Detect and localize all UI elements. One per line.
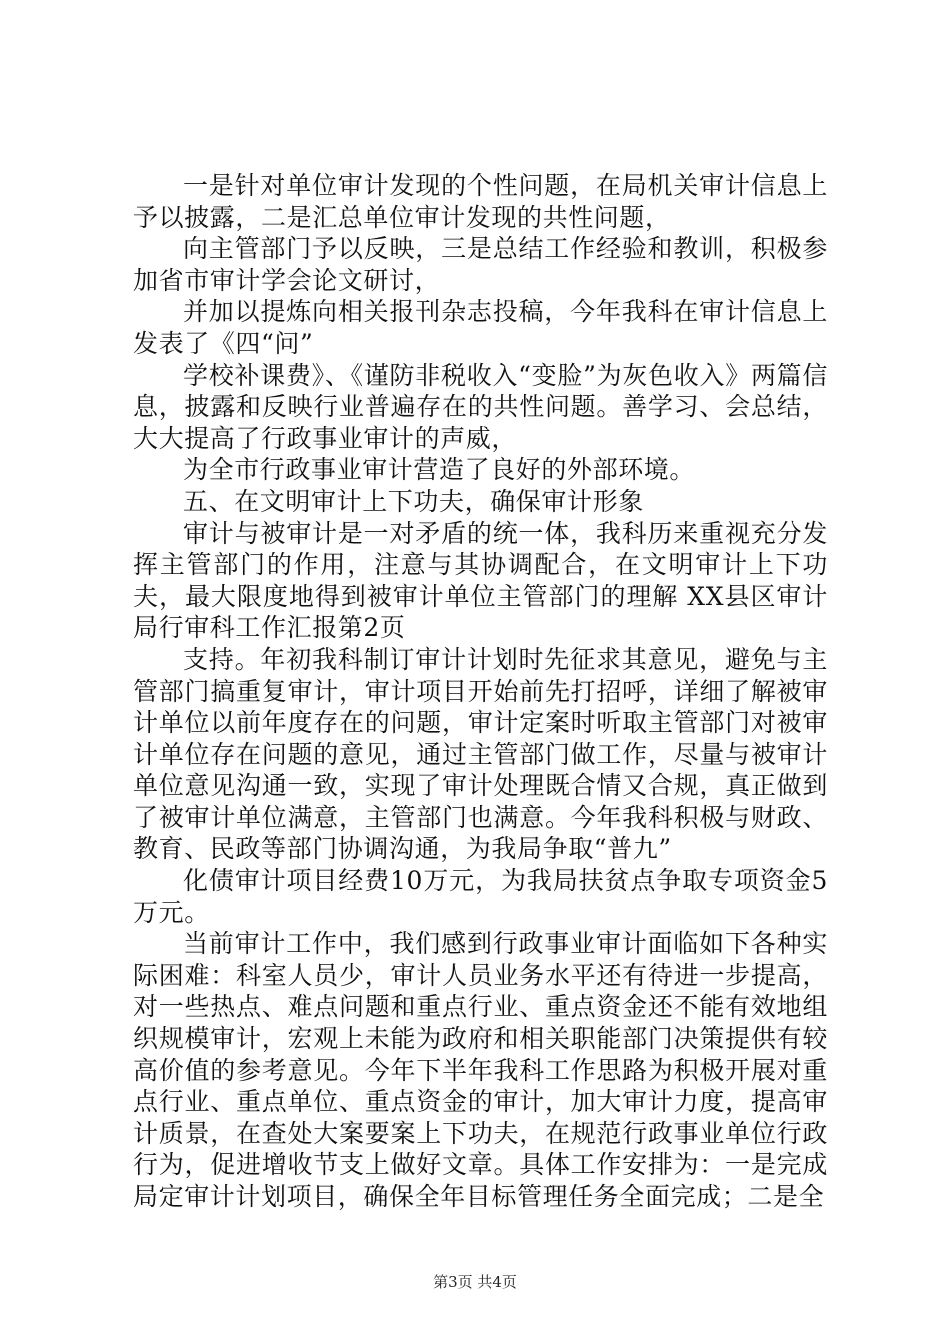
paragraph: 并加以提炼向相关报刊杂志投稿，今年我科在审计信息上发表了《四“问” <box>133 297 828 358</box>
paragraph: 学校补课费》、《谨防非税收入“变脸”为灰色收入》两篇信息，披露和反映行业普遍存在的共性问题。善学习、会总结，大大提高了行政事业审计的声威， <box>133 360 828 453</box>
paragraph: 当前审计工作中，我们感到行政事业审计面临如下各种实际困难：科室人员少，审计人员业务水平还有待进一步提高，对一些热点、难点问题和重点行业、重点资金还不能有效地组织规模审计，宏观上未能为政府和相关职能部门决策提供有较高价值的参考意见。今年下半年我科工作思路为积极开展对重点行业、重点单位、重点资金的审计，加大审计力度，提高审计质景，在查处大案要案上下功夫，在规范行政事业单位行政行为，促进增收节支上做好文章。具体工作安排为：一是完成局定审计计划项目，确保全年目标管理任务全面完成；二是全 <box>133 929 828 1211</box>
document-body <box>133 170 828 1213</box>
paragraph: 一是针对单位审计发现的个性问题，在局机关审计信息上予以披露，二是汇总单位审计发现的共性问题， <box>133 171 828 232</box>
paragraph: 审计与被审计是一对矛盾的统一体，我科历来重视充分发挥主管部门的作用，注意与其协调配合，在文明审计上下功夫，最大限度地得到被审计单位主管部门的理解 XX县区审计局行审科工作汇报第2页 <box>133 518 828 643</box>
paragraph: 向主管部门予以反映，三是总结工作经验和教训，积极参加省市审计学会论文研讨， <box>133 234 828 295</box>
page-footer: 第3页 共4页 <box>433 1273 517 1291</box>
section-heading: 五、在文明审计上下功夫，确保审计形象 <box>183 486 644 516</box>
paragraph: 化债审计项目经费10万元，为我局扶贫点争取专项资金5万元。 <box>133 866 828 927</box>
paragraph: 为全市行政事业审计营造了良好的外部环境。 <box>183 455 696 485</box>
paragraph: 支持。年初我科制订审计计划时先征求其意见，避免与主管部门搞重复审计，审计项目开始前先打招呼，详细了解被审计单位以前年度存在的问题，审计定案时听取主管部门对被审计单位存在问题的意见，通过主管部门做工作，尽量与被审计单位意见沟通一致，实现了审计处理既合情又合规，真正做到了被审计单位满意，主管部门也满意。今年我科积极与财政、教育、民政等部门协调沟通，为我局争取“普九” <box>133 644 828 864</box>
